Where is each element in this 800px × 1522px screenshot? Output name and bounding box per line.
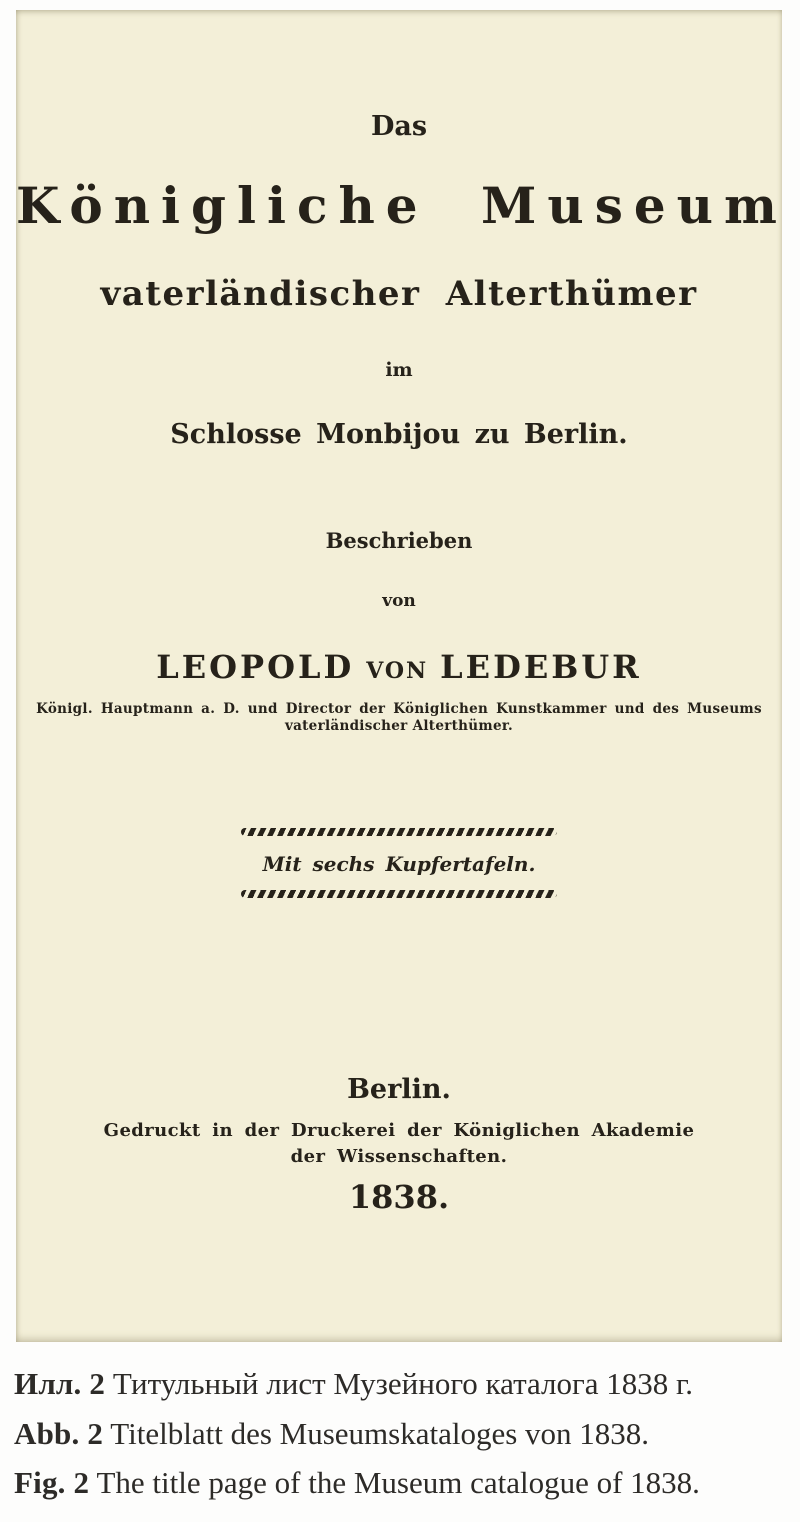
caption-english	[14, 1465, 794, 1501]
figure-captions	[14, 1366, 794, 1515]
series-word: Das	[370, 111, 428, 142]
caption-russian-text: Титульный лист Музейного каталога 1838 г.	[112, 1366, 693, 1401]
imprint-printer-line1: Gedruckt in der Druckerei der Königlichen Akademie	[103, 1120, 695, 1141]
book-title: Königliche Museum	[16, 176, 788, 235]
book-subtitle: vaterländischer Alterthümer	[100, 274, 698, 314]
wavy-rule-top	[241, 828, 557, 836]
author-credentials-line2: vaterländischer Alterthümer.	[284, 718, 514, 734]
location-line: Schlosse Monbijou zu Berlin.	[170, 419, 628, 450]
imprint-year: 1838.	[348, 1178, 450, 1216]
caption-german	[14, 1416, 794, 1452]
caption-english-text: The title page of the Museum catalogue of 1838.	[96, 1465, 700, 1501]
described-label: Beschrieben	[325, 528, 473, 553]
wavy-rule-bottom	[241, 890, 557, 898]
by-label: von	[382, 591, 416, 611]
author-last-name: LEDEBUR	[440, 648, 642, 686]
caption-german-label: Abb. 2	[14, 1415, 104, 1451]
preposition-im: im	[385, 359, 413, 381]
caption-german-text: Titelblatt des Museumskataloges von 1838.	[110, 1415, 650, 1451]
author-first-name: LEOPOLD	[156, 648, 355, 686]
author-particle: VON	[366, 658, 429, 684]
author-credentials-line1: Königl. Hauptmann a. D. und Director der Königlichen Kunstkammer und des Museums	[36, 701, 762, 717]
caption-russian	[14, 1366, 794, 1402]
caption-russian-label: Илл. 2	[14, 1366, 106, 1401]
author-name	[16, 648, 782, 686]
imprint-printer-line2: der Wissenschaften.	[290, 1146, 508, 1167]
scanned-title-page	[16, 10, 788, 1342]
caption-english-label: Fig. 2	[14, 1465, 90, 1501]
plates-note: Mit sechs Kupfertafeln.	[262, 852, 536, 876]
imprint-city: Berlin.	[347, 1074, 451, 1105]
